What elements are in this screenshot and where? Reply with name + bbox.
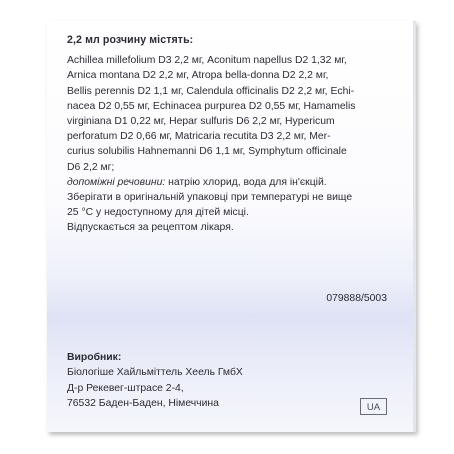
manufacturer-section bbox=[67, 350, 327, 412]
composition-line: virginiana D1 0,22 мг, Hepar sulfuris D6 2,2 мг, Hypericum bbox=[67, 116, 335, 128]
manufacturer-line: Д-р Рекевег-штрасе 2-4, bbox=[67, 382, 184, 394]
manufacturer-line: Біологіше Хайльміттель Хеель ГмбХ bbox=[67, 367, 243, 379]
composition-line: perforatum D2 0,66 мг, Matricaria recutita D3 2,2 мг, Mer- bbox=[67, 131, 331, 143]
composition-line: Bellis perennis D2 1,1 мг, Calendula officinalis D2 2,2 мг, Echi- bbox=[67, 85, 355, 97]
manufacturer-line: 76532 Баден-Баден, Німеччина bbox=[67, 398, 219, 410]
excipients-label: допоміжні речовини: bbox=[67, 176, 166, 188]
composition-text bbox=[67, 53, 389, 175]
manufacturer-title: Виробник: bbox=[67, 352, 122, 363]
storage-line: Зберігати в оригінальній упаковці при температурі не вище bbox=[67, 192, 353, 204]
composition-heading: 2,2 мл розчину містять: bbox=[67, 34, 194, 46]
composition-section bbox=[67, 33, 389, 236]
dispensing-note: Відпускається за рецептом лікаря. bbox=[67, 222, 234, 234]
country-code-badge: UA bbox=[360, 398, 387, 415]
excipients bbox=[67, 175, 389, 190]
composition-line: curius solubilis Hahnemanni D6 1,1 мг, Symphytum officinale bbox=[67, 146, 347, 158]
composition-line: Achillea millefolium D3 2,2 мг, Aconitum napellus D2 1,32 мг, bbox=[67, 55, 347, 67]
registration-number: 079888/5003 bbox=[326, 293, 387, 304]
excipients-text: натрію хлорид, вода для ін'єкцій. bbox=[165, 176, 327, 188]
composition-line: D6 2,2 мг; bbox=[67, 161, 115, 173]
storage-line: 25 °С у недоступному для дітей місці. bbox=[67, 207, 249, 219]
composition-line: Arnica montana D2 2,2 мг, Atropa bella-donna D2 2,2 мг, bbox=[67, 70, 329, 82]
composition-line: nacea D2 0,55 мг, Echinacea purpurea D2 0,55 мг, Hamamelis bbox=[67, 100, 356, 112]
